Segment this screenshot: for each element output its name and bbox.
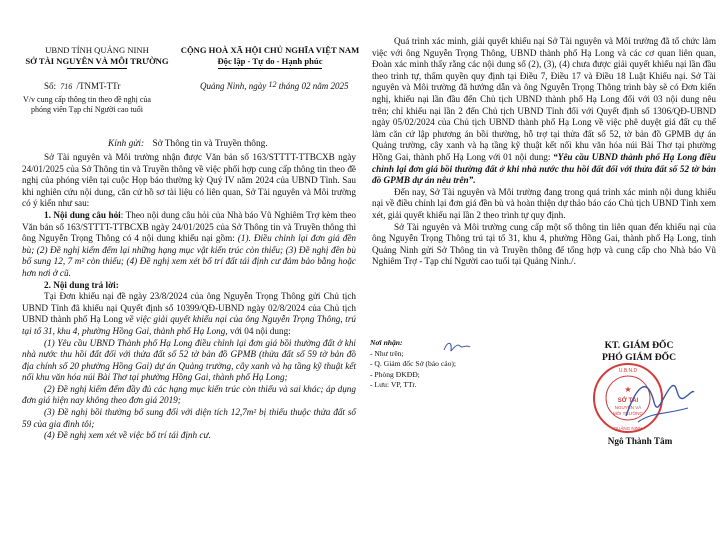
recipients-label: Nơi nhận: [370, 338, 403, 347]
page1-body [22, 152, 356, 442]
recipient-item: - Như trên; [370, 348, 404, 358]
svg-text:★: ★ [624, 385, 632, 394]
item-3: (3) Đề nghị bồi thường bổ sung đối với diện tích 12,7m² bị thiếu thuộc thửa đất số 59 của gia đình tôi; [22, 407, 356, 429]
signer-title-1: KT. GIÁM ĐỐC [604, 340, 674, 351]
section2-italic: về việc giải quyết khiếu nại của ông Nguyễn Trọng Thông, trú tại tổ 31, khu 4, phường Hồng Gai, thành phố Hạ Long [22, 314, 356, 336]
page2-paragraph-1-quote: “Yêu cầu UBND thành phố Hạ Long điều chỉnh lại đơn giá bồi thường đất ở khi nhà nước thu hồi đất đối với thửa đất số 52 tờ bản đồ GPMB dự án nêu trên”. [372, 151, 716, 186]
document-number [44, 81, 120, 91]
section2-tail: , với 04 nội dung: [225, 325, 291, 336]
page2-paragraph-1 [372, 36, 716, 187]
svg-text:SỞ TÀI: SỞ TÀI [617, 398, 639, 404]
so-code: /TNMT-TTr [76, 81, 121, 91]
page2-paragraph-1-text: Quá trình xác minh, giải quyết khiếu nại Sở Tài nguyên và Môi trường đã tổ chức làm việc với ông Nguyễn Trọng Thông, UBND thành phố Hạ Long và các cơ quan liên quan, Đoàn xác minh thấy rằng các nội dung số (2), (3), (4) chưa được giải quyết khiếu nại lần đầu theo trình tự, thẩm quyền quy định tại Điều 7, Điều 17 và Điều 18 Luật Khiếu nại. Sở Tài nguyên và Môi trường đã hướng dẫn và ông Nguyễn Trọng Thông trình bày sẽ có Đơn kiến nghị, khiếu nại lần đầu đến Chủ tịch UBND thành phố Hạ Long đối với 03 nội dung nêu trên; chỉ khiếu nại lần 2 đến Chủ tịch UBND Tỉnh đối với Quyết định số 1306/QĐ-UBND ngày 05/02/2024 của Chủ tịch UBND thành phố Hạ Long về việc phê duyệt giá đất cụ thể làm căn cứ lập phương án bồi thường, hỗ trợ tại thửa đất số 52, tờ bản đồ GPMB dự án Quảng trường, cây xanh và hạ tầng kỹ thuật kết nối khu văn hóa núi Bài Thơ tại phường Hồng Gai, thành phố Hạ Long với 01 nội dung: [372, 36, 716, 162]
handwritten-signature [618, 372, 698, 432]
intro-paragraph: Sở Tài nguyên và Môi trường nhận được Văn bản số 163/STTTT-TTBCXB ngày 24/01/2025 của Sở Thông tin và Truyền thông về việc phối hợp cung cấp thông tin theo đề nghị của phóng viên tại cuộc Họp báo thường kỳ Quý IV năm 2024 của UBND Tỉnh. Sau khi nghiên cứu nội dung, căn cứ hồ sơ tài liệu có liên quan, Sở Tài nguyên và Môi trường có ý kiến như sau: [22, 152, 356, 209]
signer-name: Ngô Thành Tâm [607, 436, 673, 446]
issuer-block [22, 45, 172, 69]
recipient-line [108, 139, 268, 149]
section1-italic: (1). Điều chỉnh lại đơn giá đền bù; (2) Đề nghị kiểm đếm lại những hạng mục vật kiến trúc còn thiếu; (3) Đề nghị đền bù bổ sung 12, 7 m² còn thiếu; (4) Đề nghị xem xét bố trí đất tái định cư đảm bảo bằng hoặc hơn nơi ở cũ. [22, 233, 356, 278]
signer-block [564, 340, 714, 364]
motto-underline [218, 68, 322, 69]
issuer-parent: UBND TỈNH QUẢNG NINH [45, 45, 149, 55]
section2-paragraph [22, 291, 356, 337]
recipient-item: - Phòng ĐKĐĐ; [370, 369, 420, 379]
item-2: (2) Đề nghị kiểm đếm đầy đủ các hạng mục kiến trúc còn thiếu và sai khác; áp dụng đơn giá hiện nay không theo đơn giá 2019; [22, 383, 356, 406]
issuer-name: SỞ TÀI NGUYÊN VÀ MÔI TRƯỜNG [25, 56, 169, 66]
date-suffix: tháng 02 năm 2025 [278, 81, 349, 91]
so-label: Số: [44, 81, 57, 91]
section1-title: 1. Nội dung câu hỏi [44, 209, 121, 220]
nation-block [180, 45, 360, 69]
signer-title-2: PHÓ GIÁM ĐỐC [601, 352, 677, 363]
document-date [200, 80, 349, 91]
section1-text: : Theo nội dung câu hỏi của Nhà báo Vũ Nghiêm Trợ kèm theo Văn bản số 163/STTTT-TTBCXB ngày 24/01/2025 của Sở Thông tin và Truyền thông thì ông Nguyễn Trọng Thông có 4 nội dung khiếu nại gồm: [22, 209, 356, 244]
date-day: 12 [268, 80, 277, 89]
svg-text:NGUYÊN VÀ: NGUYÊN VÀ [614, 405, 642, 410]
recipient-label: Kính gửi: [108, 139, 145, 149]
issuer-underline [67, 68, 127, 69]
recipient-name: Sở Thông tin và Truyền thông. [152, 139, 268, 149]
initials-scribble [442, 338, 472, 356]
recipient-item: - Lưu: VP, TTr. [370, 380, 417, 390]
item-4: (4) Đề nghị xem xét về việc bố trí tái định cư. [44, 430, 211, 441]
date-prefix: Quảng Ninh, ngày [200, 81, 267, 91]
recipient-item: - Q. Giám đốc Sở (báo cáo); [370, 359, 457, 369]
nation-motto: Độc lập - Tự do - Hạnh phúc [217, 56, 323, 66]
item-1: (1) Yêu cầu UBND Thành phố Hạ Long điều chỉnh lại đơn giá bồi thường đất ở khi nhà nước thu hồi đất đối với thửa đất số 52 tờ bản đồ GPMB (thửa đất số 59 tờ bản đồ địa chính số 20 phường Hồng Gai) dự án Quảng trường, cây xanh và hạ tầng kỹ thuật kết nối khu văn hóa núi Bài Thơ tại phường Hồng Gai, thành phố Hạ Long; [22, 337, 356, 383]
nation-name: CỘNG HOÀ XÃ HỘI CHỦ NGHĨA VIỆT NAM [180, 45, 360, 55]
svg-text:MÔI TRƯỜNG: MÔI TRƯỜNG [612, 411, 644, 416]
section2-title: 2. Nội dung trả lời: [44, 279, 119, 290]
page-2 [364, 0, 728, 542]
section1-paragraph [22, 210, 356, 280]
page2-paragraph-2: Đến nay, Sở Tài nguyên và Môi trường đang trong quá trình xác minh nội dung khiếu nại về điều chỉnh lại đơn giá đền bù và hoàn thiện dự thảo báo cáo Chủ tịch UBND Tỉnh xem xét, giải quyết khiếu nại lần 2 theo trình tự quy định. [372, 186, 716, 220]
svg-text:QUẢNG NINH: QUẢNG NINH [613, 426, 643, 431]
page2-paragraph-3: Sở Tài nguyên và Môi trường cung cấp một số thông tin liên quan đến khiếu nại của ông Nguyễn Trọng Thông trú tại tổ 31, khu 4, phường Hồng Gai, thành phố Hạ Long, tỉnh Quảng Ninh gửi Sở Thông tin và Truyền thông để tổng hợp và cung cấp cho Nhà báo Vũ Nghiêm Trợ - Tạp chí Người cao tuổi tại Quảng Ninh./. [372, 221, 716, 267]
document-subject: V/v cung cấp thông tin theo đề nghị của phóng viên Tạp chí Người cao tuổi [23, 95, 151, 114]
page2-body [372, 36, 716, 268]
so-number: 716 [60, 82, 73, 91]
svg-text:U.B.N.D: U.B.N.D [618, 368, 638, 374]
section2-text: Tại Đơn khiếu nại đề ngày 23/8/2024 của ông Nguyễn Trọng Thông gửi Chủ tịch UBND Tỉnh đã khiếu nại Quyết định số 10399/QĐ-UBND ngày 02/8/2024 của Chủ tịch UBND thành phố Hạ Long [22, 291, 356, 325]
